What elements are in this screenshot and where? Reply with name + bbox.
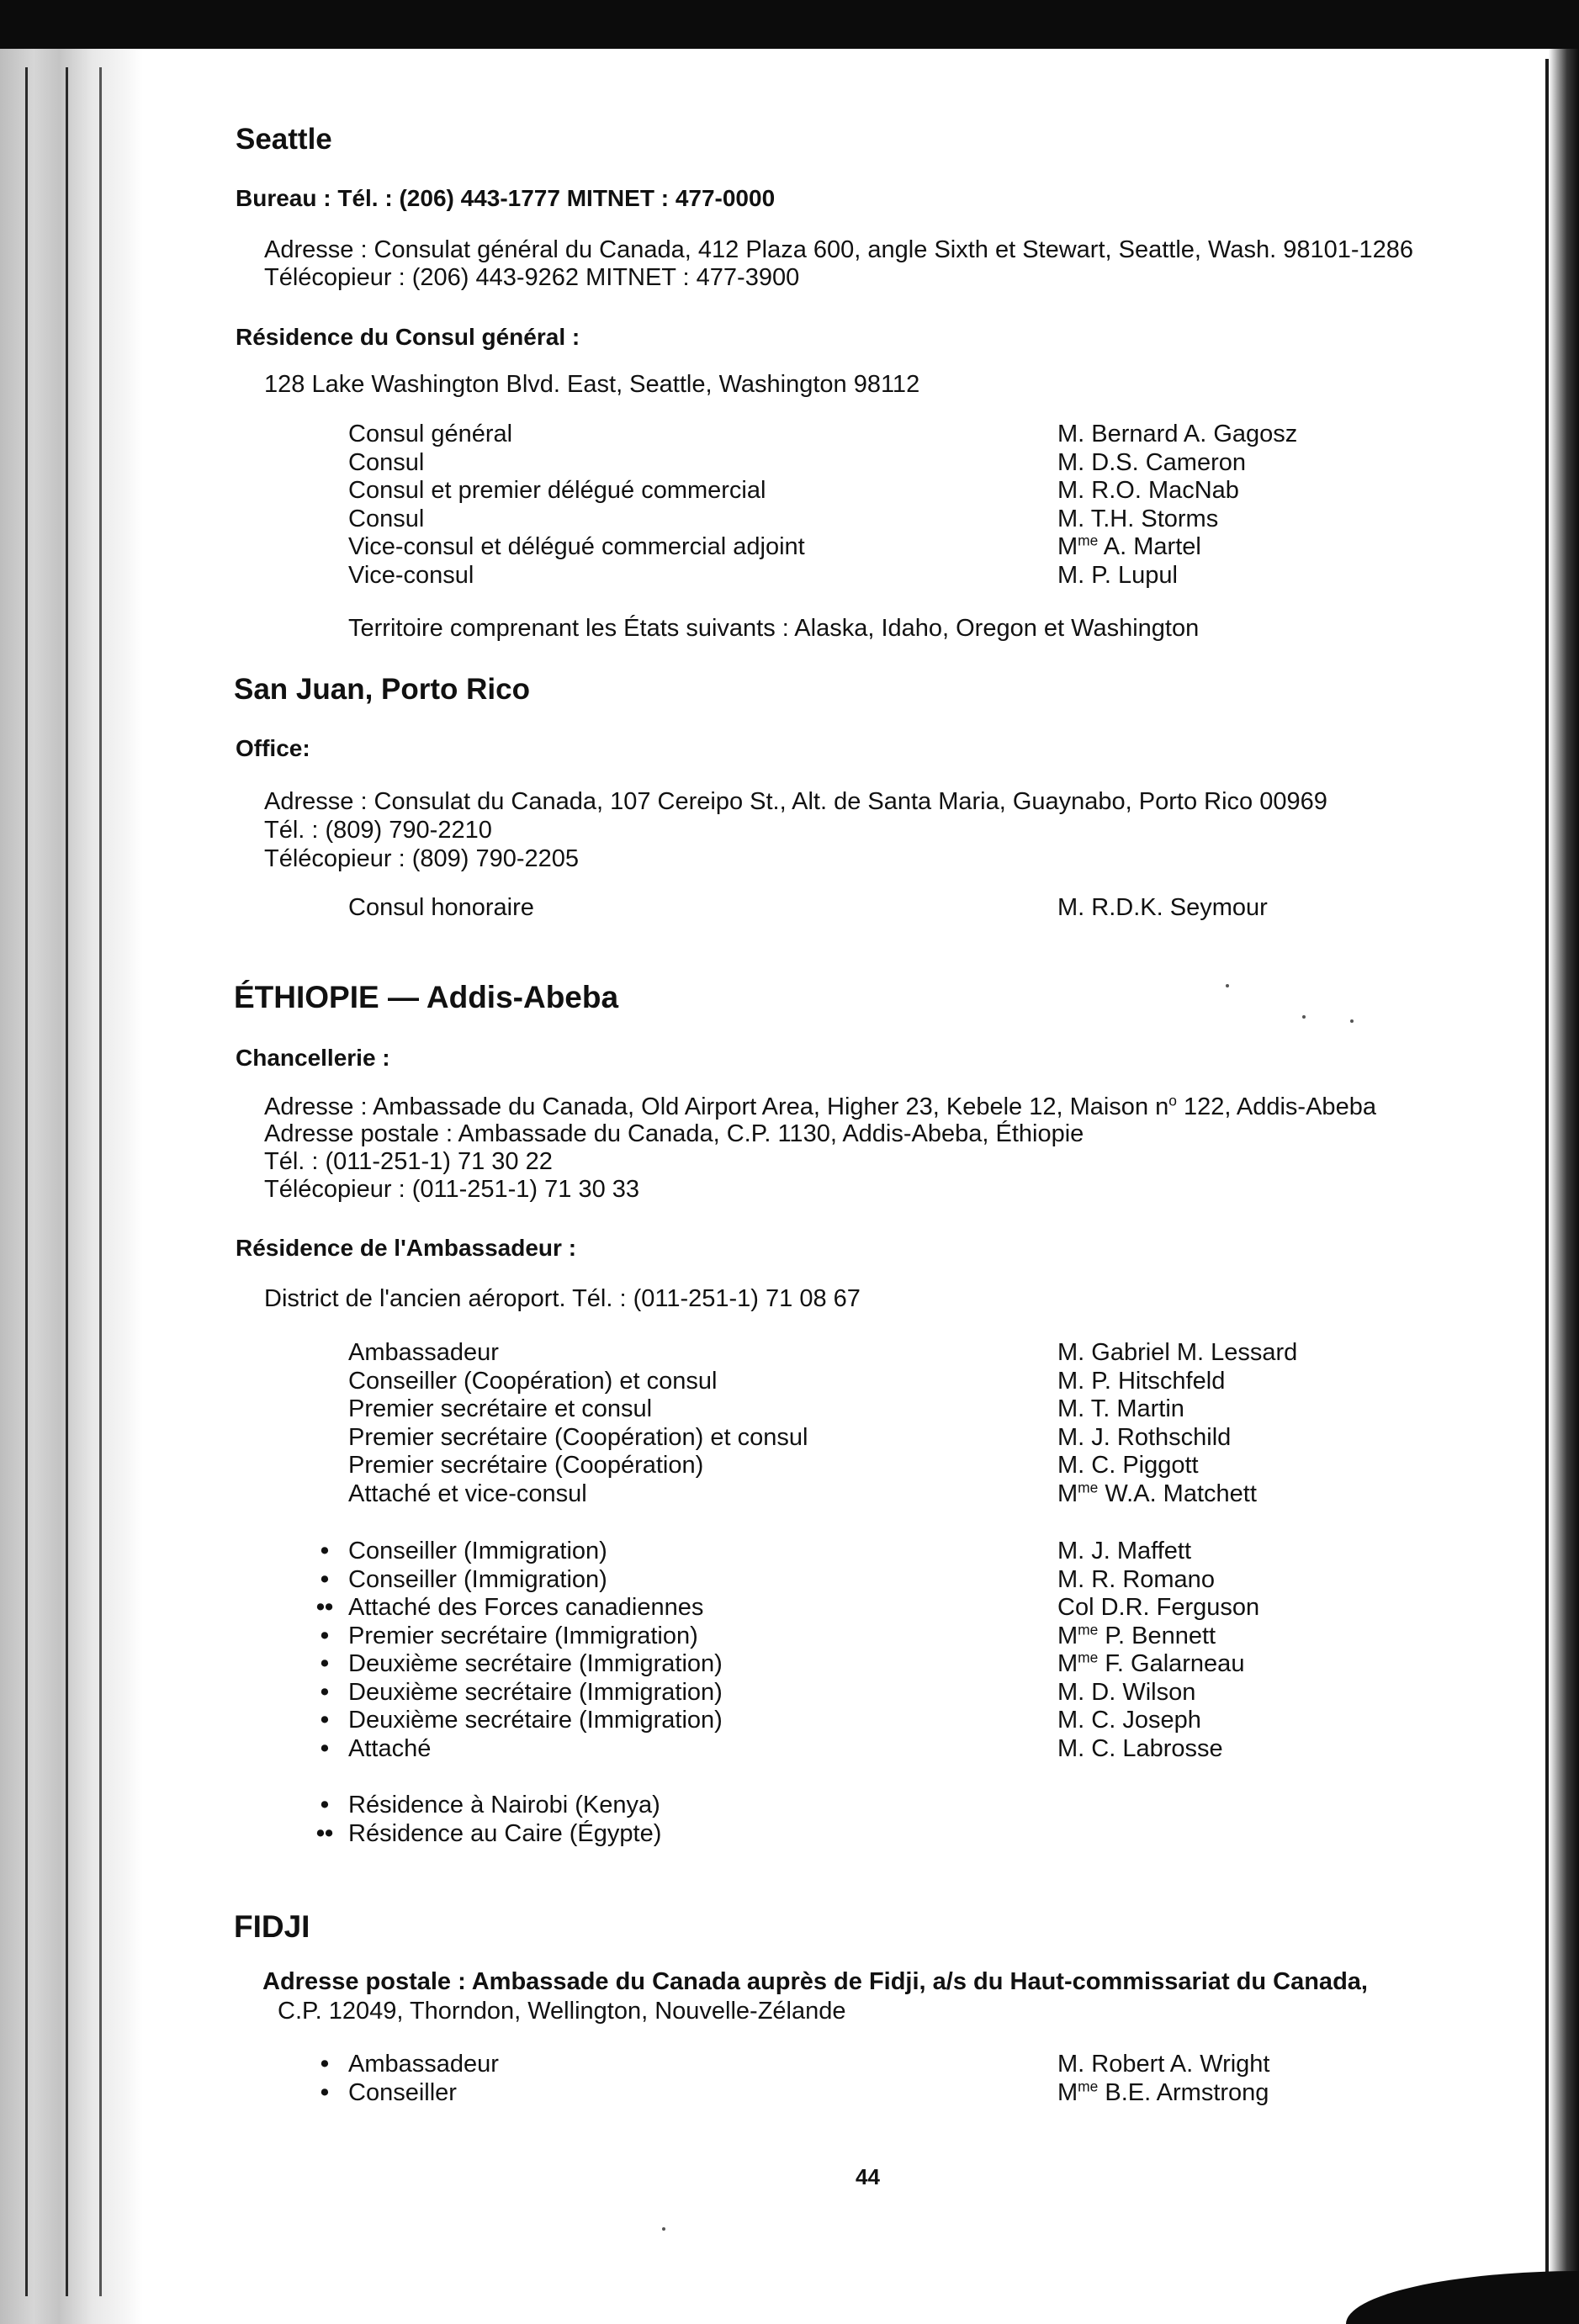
staff-name: M. P. Hitschfeld	[1057, 1367, 1226, 1395]
staff-name: M. C. Labrosse	[1057, 1734, 1223, 1762]
staff-name: $M^{me}$ W.A. Matchett	[1057, 1479, 1257, 1507]
staff-row	[348, 477, 1442, 506]
staff-name: M. J. Maffett	[1057, 1538, 1192, 1564]
staff-name: M. Bernard A. Gagosz	[1057, 421, 1298, 447]
bullet-marker: •	[320, 1650, 330, 1677]
staff-row	[320, 1707, 1442, 1735]
staff-row	[348, 562, 1442, 590]
staff-title: Consul honoraire	[348, 894, 534, 921]
bullet-marker: •	[320, 1734, 330, 1762]
staff-row	[348, 421, 1442, 449]
ethiopie-postal-address: Adresse postale : Ambassade du Canada, C.P. 1130, Addis-Abeba, Éthiopie	[264, 1120, 1084, 1147]
san-juan-office-heading: Office:	[236, 735, 310, 761]
staff-name: Col D.R. Ferguson	[1057, 1594, 1260, 1621]
bullet-marker: •	[320, 2078, 330, 2106]
section-title-seattle: Seattle	[236, 123, 332, 156]
seattle-address: Adresse : Consulat général du Canada, 412 Plaza 600, angle Sixth et Stewart, Seattle, Wash. 98101-1286	[264, 236, 1414, 263]
bullet-marker: •	[320, 1678, 330, 1706]
san-juan-staff-list	[348, 894, 1442, 923]
ethiopie-chancellerie-heading: Chancellerie :	[236, 1045, 390, 1071]
san-juan-address: Adresse : Consulat du Canada, 107 Cereipo St., Alt. de Santa Maria, Guaynabo, Porto Rico 00969	[264, 788, 1327, 815]
bullet-marker: •	[320, 1792, 330, 1818]
staff-name: M. R.D.K. Seymour	[1057, 894, 1268, 921]
staff-row	[320, 1565, 1442, 1595]
san-juan-phone: Tél. : (809) 790-2210	[264, 817, 492, 844]
staff-title: Conseiller (Coopération) et consul	[348, 1367, 718, 1395]
ethiopie-staff-list	[348, 1339, 1442, 1508]
staff-title: Deuxième secrétaire (Immigration)	[348, 1650, 723, 1677]
staff-title: Premier secrétaire (Coopération) et consul	[348, 1423, 808, 1451]
staff-name: M. Robert A. Wright	[1057, 2051, 1270, 2078]
staff-name: M. T.H. Storms	[1057, 505, 1219, 532]
staff-name: M. D.S. Cameron	[1057, 448, 1246, 476]
bullet-marker: •	[320, 1538, 330, 1564]
staff-name: M. D. Wilson	[1057, 1678, 1196, 1706]
ethiopie-nonresident-staff-list	[315, 1538, 1442, 1763]
staff-title: Premier secrétaire (Immigration)	[348, 1622, 698, 1649]
staff-name: M. R. Romano	[1057, 1565, 1215, 1593]
ethiopie-notes	[315, 1792, 1442, 1848]
staff-name: $M^{me}$ F. Galarneau	[1057, 1649, 1245, 1677]
ethiopie-phone: Tél. : (011-251-1) 71 30 22	[264, 1148, 553, 1175]
staff-row	[315, 1594, 1442, 1623]
fidji-postal-address-line2: C.P. 12049, Thorndon, Wellington, Nouvelle-Zélande	[278, 1998, 846, 2025]
seattle-staff-list	[348, 421, 1442, 590]
staff-row	[348, 1395, 1442, 1424]
ethiopie-residence-heading: Résidence de l'Ambassadeur :	[236, 1235, 577, 1261]
footnote-text: Résidence à Nairobi (Kenya)	[348, 1792, 660, 1818]
staff-title: Premier secrétaire et consul	[348, 1395, 653, 1422]
footnote-text: Résidence au Caire (Égypte)	[348, 1819, 662, 1847]
staff-row	[348, 894, 1442, 923]
staff-title: Attaché des Forces canadiennes	[348, 1594, 704, 1621]
bullet-marker: ••	[315, 1819, 334, 1847]
staff-row	[320, 1621, 1442, 1651]
staff-row	[348, 1339, 1442, 1368]
staff-row	[320, 2051, 1442, 2079]
staff-title: Conseiller	[348, 2078, 457, 2106]
staff-row	[320, 2078, 1442, 2108]
seattle-residence-heading: Résidence du Consul général :	[236, 324, 580, 350]
staff-title: Consul et premier délégué commercial	[348, 477, 766, 504]
bullet-marker: ••	[315, 1594, 334, 1621]
section-title-fidji: FIDJI	[234, 1909, 310, 1944]
staff-row	[348, 1480, 1442, 1509]
staff-name: M. C. Joseph	[1057, 1707, 1201, 1734]
staff-row	[348, 449, 1442, 478]
section-title-san-juan: San Juan, Porto Rico	[234, 673, 530, 706]
ethiopie-residence-address: District de l'ancien aéroport. Tél. : (011-251-1) 71 08 67	[264, 1285, 861, 1312]
footnote-row	[320, 1792, 1442, 1820]
bullet-marker: •	[320, 1565, 330, 1593]
staff-row	[348, 506, 1442, 534]
staff-name: $M^{me}$ A. Martel	[1057, 532, 1201, 560]
seattle-fax: Télécopieur : (206) 443-9262 MITNET : 477-3900	[264, 264, 800, 291]
staff-title: Consul	[348, 505, 425, 532]
staff-title: Consul	[348, 448, 425, 476]
staff-title: Conseiller (Immigration)	[348, 1538, 607, 1564]
bullet-marker: •	[320, 2051, 330, 2078]
staff-title: Consul général	[348, 421, 513, 447]
staff-row	[348, 1368, 1442, 1396]
staff-name: $M^{me}$ B.E. Armstrong	[1057, 2078, 1269, 2106]
staff-name: M. T. Martin	[1057, 1395, 1184, 1422]
staff-row	[320, 1734, 1442, 1764]
fidji-postal-address-line1: Adresse postale : Ambassade du Canada auprès de Fidji, a/s du Haut-commissariat du Canada,	[262, 1968, 1368, 1995]
ethiopie-fax: Télécopieur : (011-251-1) 71 30 33	[264, 1176, 640, 1203]
section-title-ethiopie: ÉTHIOPIE — Addis-Abeba	[234, 980, 619, 1014]
staff-title: Vice-consul et délégué commercial adjoint	[348, 533, 805, 560]
bullet-marker: •	[320, 1622, 330, 1649]
staff-row	[320, 1538, 1442, 1566]
staff-name: M. C. Piggott	[1057, 1452, 1199, 1479]
staff-title: Attaché et vice-consul	[348, 1480, 587, 1507]
staff-title: Conseiller (Immigration)	[348, 1565, 607, 1593]
seattle-residence-address: 128 Lake Washington Blvd. East, Seattle, Washington 98112	[264, 371, 920, 398]
staff-name: $M^{me}$ P. Bennett	[1057, 1621, 1216, 1649]
staff-title: Vice-consul	[348, 561, 474, 589]
staff-row	[320, 1678, 1442, 1707]
staff-name: M. J. Rothschild	[1057, 1423, 1232, 1451]
staff-title: Deuxième secrétaire (Immigration)	[348, 1678, 723, 1706]
staff-name: M. P. Lupul	[1057, 561, 1178, 589]
staff-title: Deuxième secrétaire (Immigration)	[348, 1707, 723, 1734]
san-juan-fax: Télécopieur : (809) 790-2205	[264, 845, 580, 872]
staff-title: Ambassadeur	[348, 2051, 499, 2078]
staff-row	[348, 1452, 1442, 1480]
staff-name: M. R.O. MacNab	[1057, 477, 1239, 504]
staff-row	[348, 533, 1442, 562]
fidji-staff-list	[320, 2051, 1442, 2107]
staff-title: Premier secrétaire (Coopération)	[348, 1452, 704, 1479]
staff-row	[320, 1649, 1442, 1679]
staff-title: Ambassadeur	[348, 1339, 499, 1366]
page-number: 44	[856, 2164, 880, 2189]
staff-title: Attaché	[348, 1734, 432, 1762]
bullet-marker: •	[320, 1707, 330, 1734]
seattle-territory: Territoire comprenant les États suivants : Alaska, Idaho, Oregon et Washington	[348, 615, 1200, 642]
footnote-row	[315, 1819, 1442, 1849]
ethiopie-address: Adresse : Ambassade du Canada, Old Airport Area, Higher 23, Kebele 12, Maison $n^o$ 122, Addis-Abeba	[264, 1092, 1376, 1120]
staff-name: M. Gabriel M. Lessard	[1057, 1339, 1298, 1366]
seattle-bureau-line: Bureau : Tél. : (206) 443-1777 MITNET : 477-0000	[236, 185, 776, 211]
staff-row	[348, 1424, 1442, 1453]
